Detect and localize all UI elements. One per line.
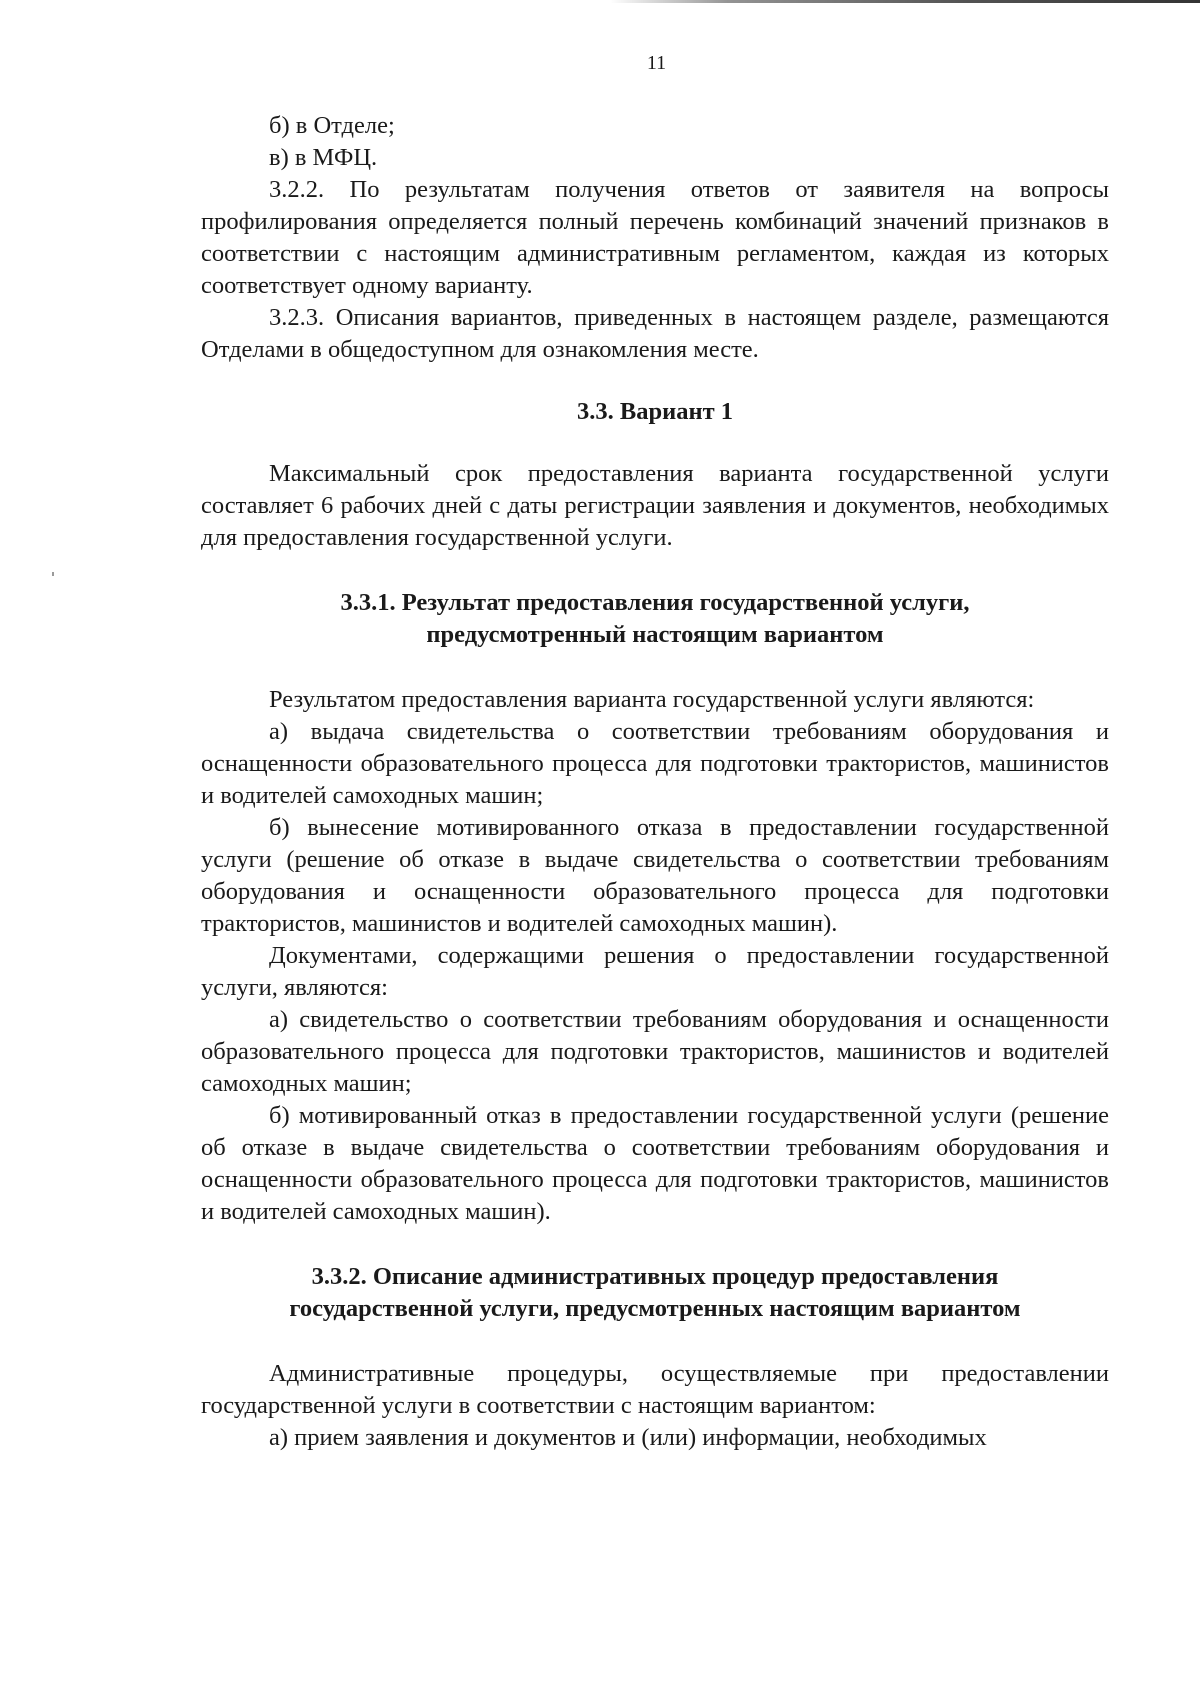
page-number: 11 (646, 52, 667, 74)
documents-intro: Документами, содержащими решения о предоставлении государственной услуги, являются: (201, 942, 1109, 1001)
scan-speck (52, 572, 54, 576)
heading-line: предусмотренный настоящим вариантом (426, 621, 884, 648)
document-body (201, 110, 1109, 1454)
document-item-b: б) мотивированный отказ в предоставлении государственной услуги (решение об отказе в выдаче свидетельства о соответствии требованиям оборудования и оснащенности образовательного процесса для подготовки трактористов, машинистов и водителей самоходных машин). (201, 1102, 1109, 1225)
heading-line: государственной услуги, предусмотренных настоящим вариантом (289, 1295, 1021, 1322)
procedures-intro: Административные процедуры, осуществляемые при предоставлении государственной услуги в соответствии с настоящим вариантом: (201, 1360, 1109, 1419)
result-item-b: б) вынесение мотивированного отказа в предоставлении государственной услуги (решение об отказе в выдаче свидетельства о соответствии требованиям оборудования и оснащенности образовательного процесса для подготовки трактористов, машинистов и водителей самоходных машин). (201, 814, 1109, 937)
clause-3-2-2: 3.2.2. По результатам получения ответов от заявителя на вопросы профилирования определяется полный перечень комбинаций значений признаков в соответствии с настоящим административным регламентом, каждая из которых соответствует одному варианту. (201, 176, 1109, 299)
procedure-item-a: а) прием заявления и документов и (или) информации, необходимых (269, 1424, 987, 1451)
section-heading-3-3: 3.3. Вариант 1 (577, 398, 733, 425)
max-term-paragraph: Максимальный срок предоставления варианта государственной услуги составляет 6 рабочих дней с даты регистрации заявления и документов, необходимых для предоставления государственной услуги. (201, 460, 1109, 551)
heading-line: 3.3.2. Описание административных процедур предоставления (311, 1263, 999, 1290)
section-heading-3-3-1 (201, 587, 1109, 651)
clause-3-2-3: 3.2.3. Описания вариантов, приведенных в настоящем разделе, размещаются Отделами в общедоступном для ознакомления месте. (201, 304, 1109, 363)
list-item-v-mfc: в) в МФЦ. (269, 144, 378, 171)
heading-line: 3.3.1. Результат предоставления государственной услуги, (340, 589, 970, 616)
list-item-b-otdel: б) в Отделе; (269, 112, 395, 139)
document-item-a: а) свидетельство о соответствии требованиям оборудования и оснащенности образовательного процесса для подготовки трактористов, машинистов и водителей самоходных машин; (201, 1006, 1109, 1097)
section-heading-3-3-2 (201, 1261, 1109, 1325)
result-item-a: а) выдача свидетельства о соответствии требованиям оборудования и оснащенности образовательного процесса для подготовки трактористов, машинистов и водителей самоходных машин; (201, 718, 1109, 809)
results-intro: Результатом предоставления варианта государственной услуги являются: (269, 686, 1035, 713)
scan-edge-mark (610, 0, 1200, 3)
